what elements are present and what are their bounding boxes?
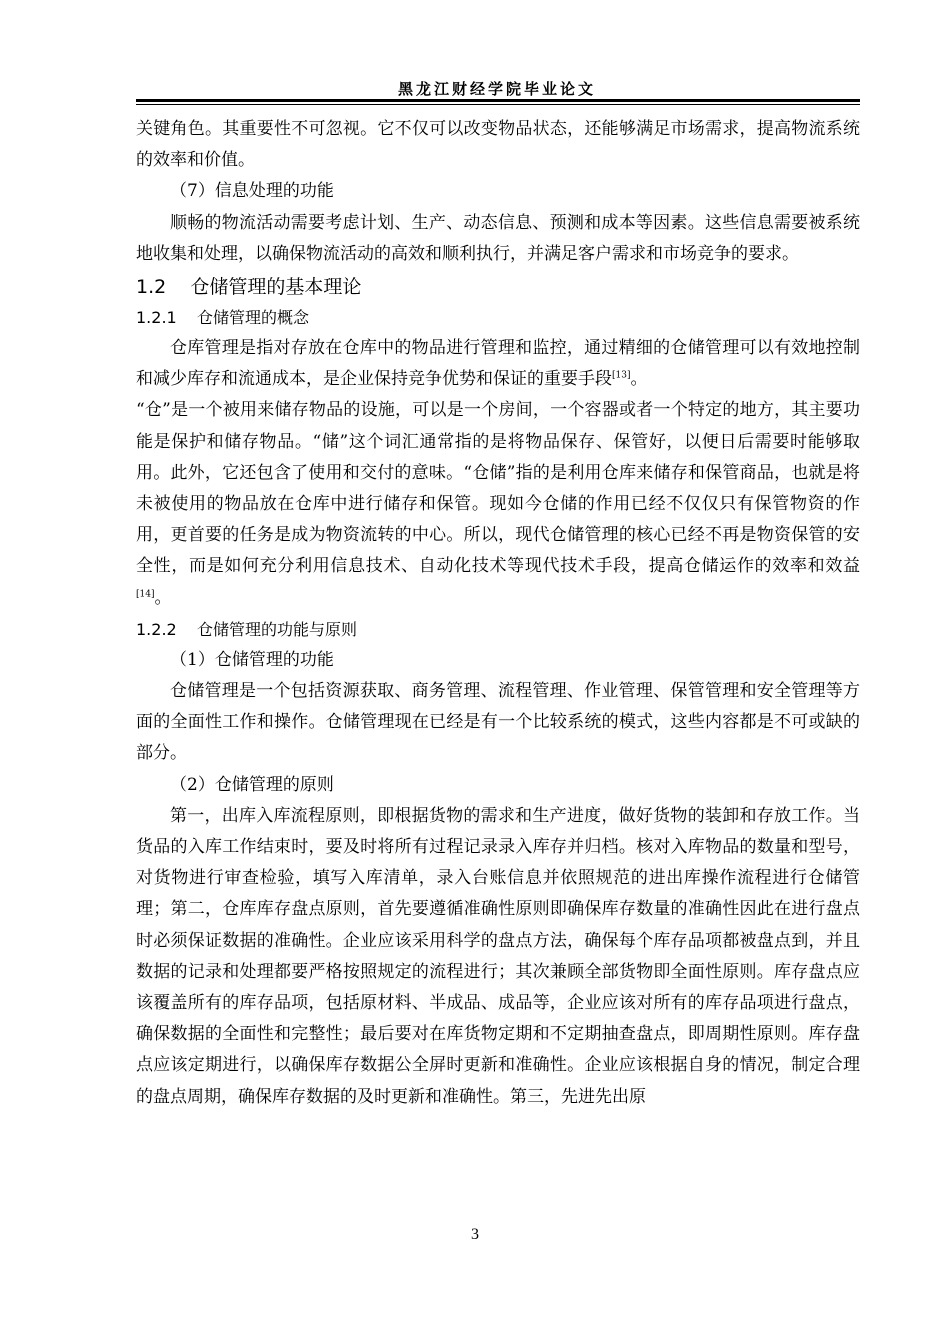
paragraph-info-processing: 顺畅的物流活动需要考虑计划、生产、动态信息、预测和成本等因素。这些信息需要被系统地收集和处理，以确保物流活动的高效和顺利执行，并满足客户需求和市场竞争的要求。	[136, 212, 860, 264]
citation-14: [14]	[136, 588, 155, 599]
paragraph-continuation: 关键角色。其重要性不可忽视。它不仅可以改变物品状态，还能够满足市场需求，提高物流系统的效率和价值。	[136, 119, 860, 171]
subsection-heading-1-2-2: 1.2.2 仓储管理的功能与原则	[136, 619, 358, 639]
header-rule-thin	[136, 104, 860, 105]
paragraph-text: “仓”是一个被用来储存物品的设施，可以是一个房间，一个容器或者一个特定的地方，其主要功能是保护和储存物品。“储”这个词汇通常指的是将物品保存、保管好，以便日后需要时能够取用。此外，它还包含了使用和交付的意味。“仓储”指的是利用仓库来储存和保管商品，也就是将未被使用的物品放在仓库中进行储存和保管。现如今仓储的作用已经不仅仅只有保管物资的作用，更首要的任务是成为物资流转的中心。所以，现代仓储管理的核心已经不再是物资保管的安全性，而是如何充分利用信息技术、自动化技术等现代技术手段，提高仓储运作的效率和效益	[136, 400, 860, 577]
section-heading-1-2: 1.2 仓储管理的基本理论	[136, 276, 362, 299]
paragraph-warehouse-management	[136, 333, 860, 395]
page-number: 3	[471, 1226, 479, 1243]
header-rule-thick	[136, 99, 860, 102]
subsection-heading-1-2-1: 1.2.1 仓储管理的概念	[136, 308, 310, 328]
paragraph-end: 。	[630, 369, 648, 390]
body-text	[136, 114, 860, 1113]
citation-13: [13]	[612, 370, 631, 381]
running-header: 黑龙江财经学院毕业论文	[397, 80, 596, 98]
list-item-1: （1）仓储管理的功能	[170, 649, 334, 670]
list-item-7: （7）信息处理的功能	[170, 181, 334, 202]
paragraph-text: 仓库管理是指对存放在仓库中的物品进行管理和监控，通过精细的仓储管理可以有效地控制和减少库存和流通成本，是企业保持竞争优势和保证的重要手段	[136, 338, 860, 390]
list-item-2: （2）仓储管理的原则	[170, 774, 334, 795]
paragraph-storage-definition	[136, 395, 860, 613]
paragraph-end: 。	[154, 587, 172, 608]
paragraph-functions: 仓储管理是一个包括资源获取、商务管理、流程管理、作业管理、保管管理和安全管理等方面的全面性工作和操作。仓储管理现在已经是有一个比较系统的模式，这些内容都是不可或缺的部分。	[136, 681, 860, 764]
paragraph-principles: 第一，出库入库流程原则，即根据货物的需求和生产进度，做好货物的装卸和存放工作。当货品的入库工作结束时，要及时将所有过程记录录入库存并归档。核对入库物品的数量和型号，对货物进行审查检验，填写入库清单，录入台账信息并依照规范的进出库操作流程进行仓储管理；第二，仓库库存盘点原则，首先要遵循准确性原则即确保库存数量的准确性因此在进行盘点时必须保证数据的准确性。企业应该采用科学的盘点方法，确保每个库存品项都被盘点到，并且数据的记录和处理都要严格按照规定的流程进行；其次兼顾全部货物即全面性原则。库存盘点应该覆盖所有的库存品项，包括原材料、半成品、成品等，企业应该对所有的库存品项进行盘点，确保数据的全面性和完整性；最后要对在库货物定期和不定期抽查盘点，即周期性原则。库存盘点应该定期进行，以确保库存数据公全屏时更新和准确性。企业应该根据自身的情况，制定合理的盘点周期，确保库存数据的及时更新和准确性。第三，先进先出原	[136, 805, 860, 1107]
